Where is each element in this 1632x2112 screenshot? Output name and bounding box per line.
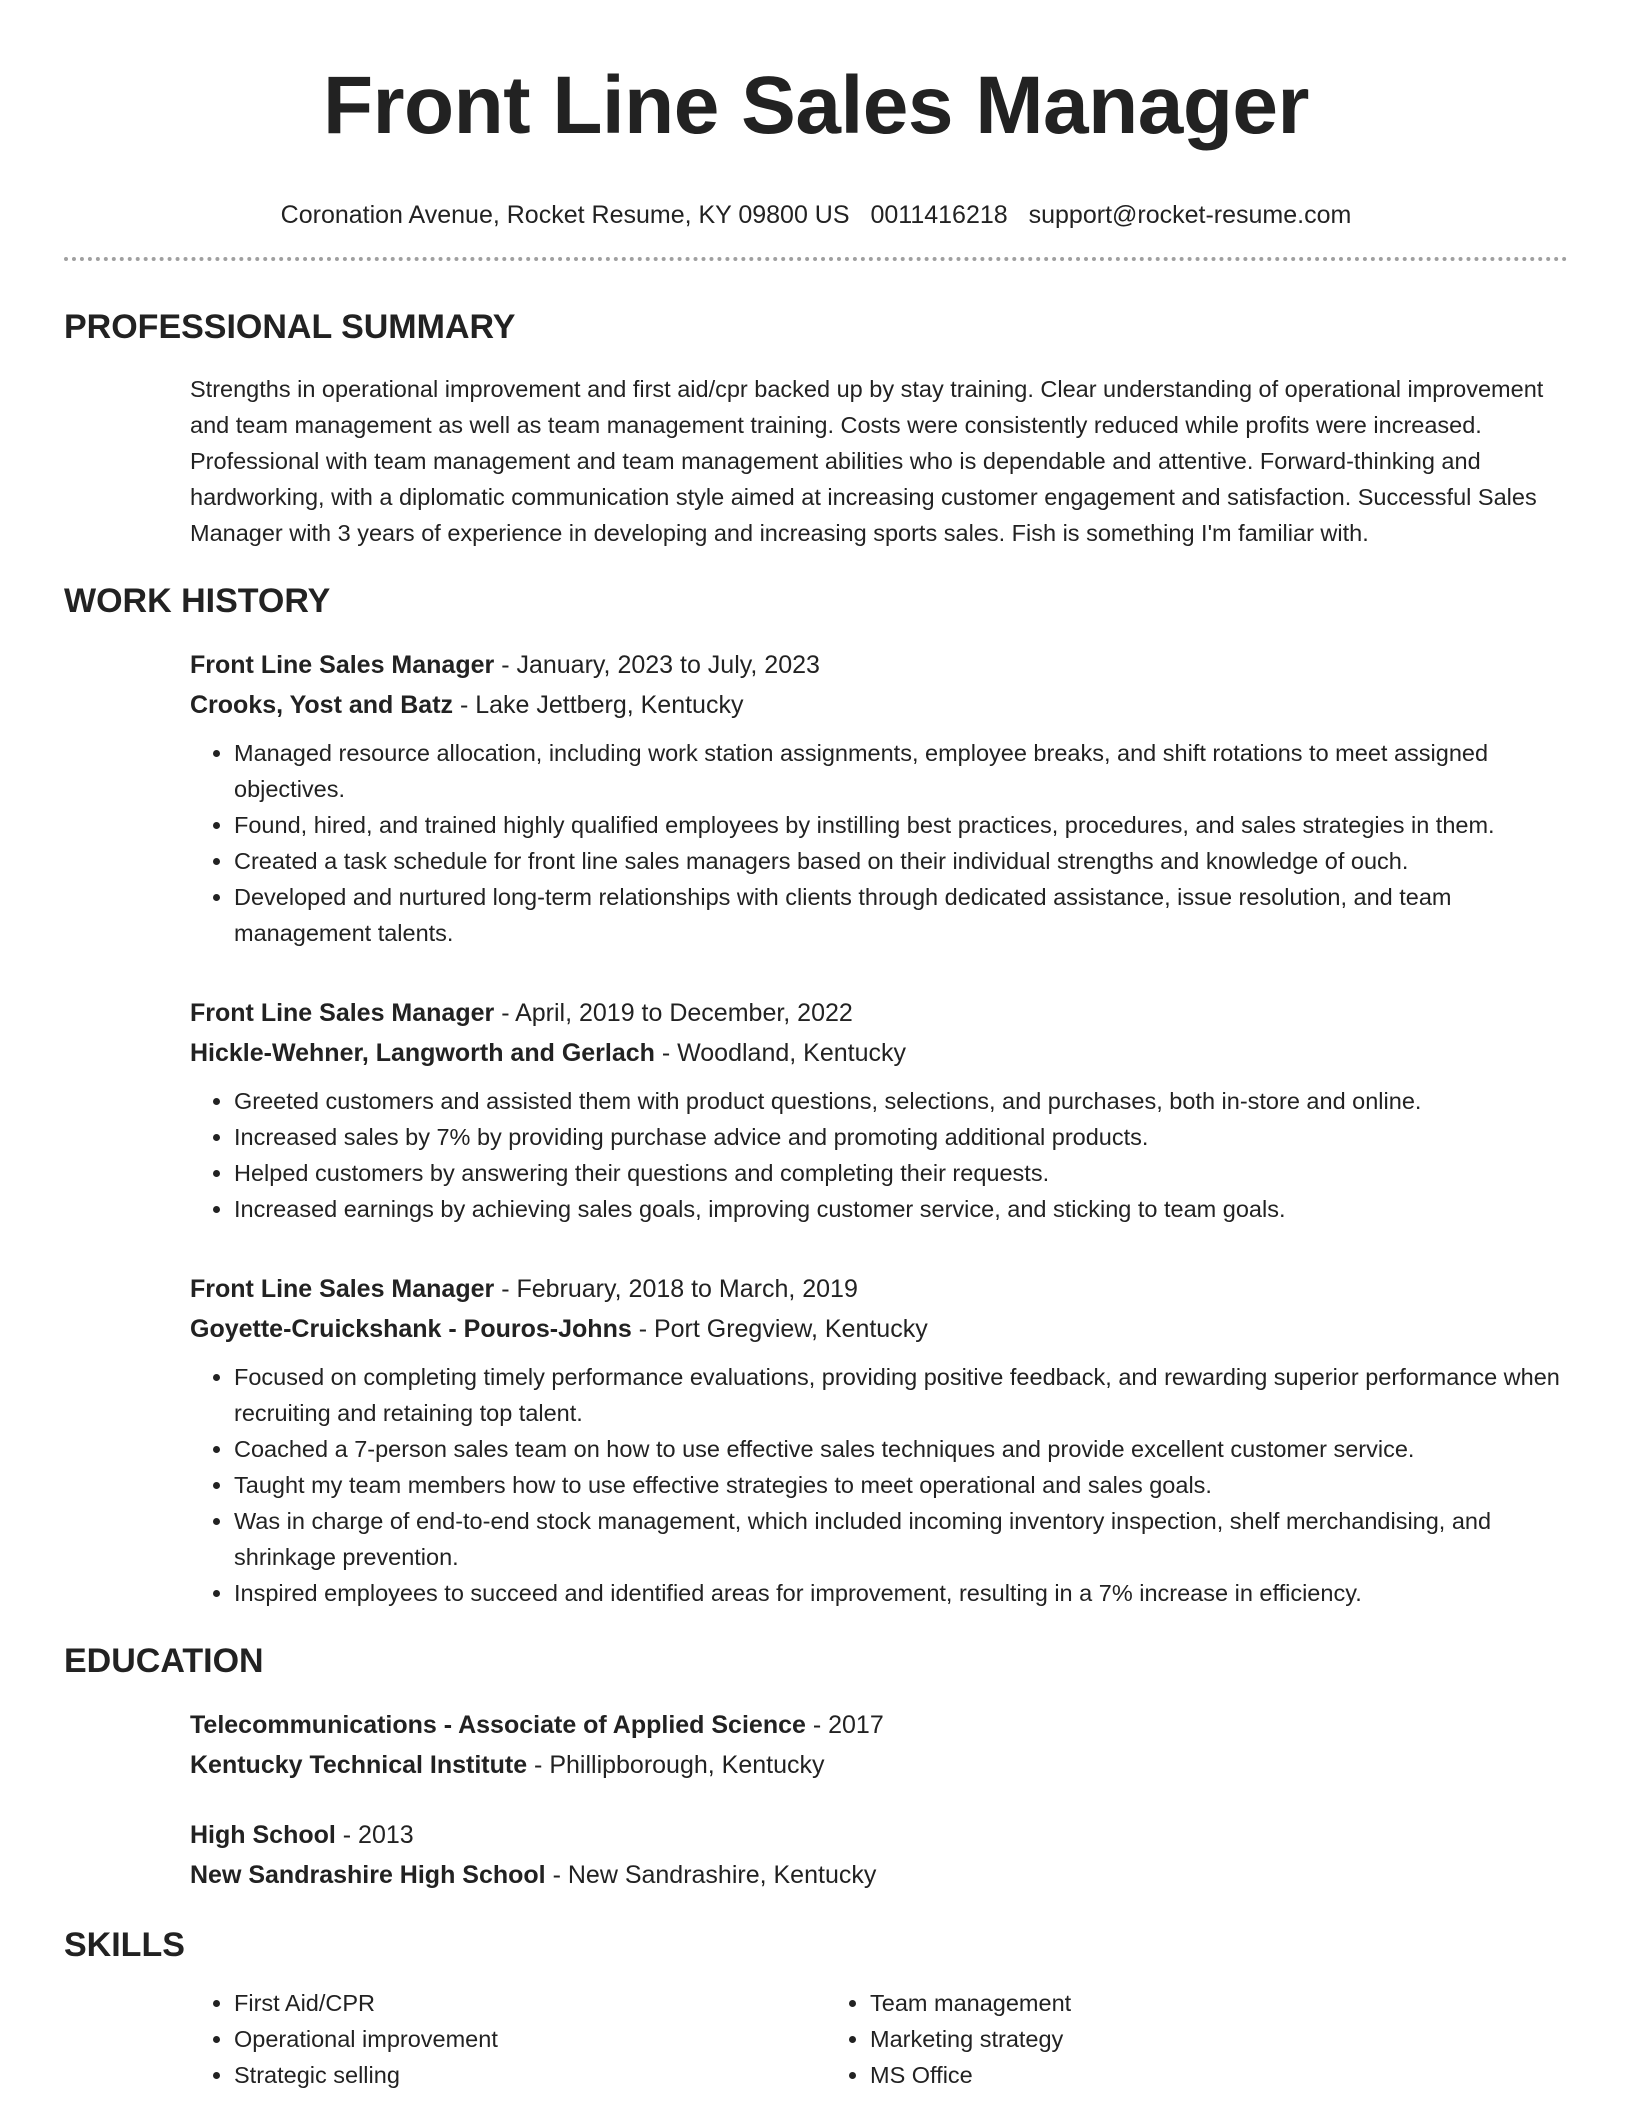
job-bullet: • Focused on completing timely performance evaluations, providing positive feedback, and rewarding superior performance when recruiting and retaining top talent. [234, 1359, 1568, 1431]
job-bullet: • Coached a 7-person sales team on how to use effective sales techniques and provide excellent customer service. [234, 1431, 1568, 1467]
job-company-line [190, 1033, 1568, 1073]
summary-text: Strengths in operational improvement and first aid/cpr backed up by stay training. Clear understanding of operational improvement and team management as well as team management training. Costs were consistently reduced while profits were increased. Professional with team management and team management abilities who is dependable and attentive. Forward-thinking and hardworking, with a diplomatic communication style aimed at increasing customer engagement and satisfaction. Successful Sales Manager with 3 years of experience in developing and increasing sports sales. Fish is something I'm familiar with. [190, 376, 1544, 546]
skill-item: • Team management [870, 1985, 1462, 2021]
skill-item: • Operational improvement [234, 2021, 826, 2057]
education-heading: EDUCATION [64, 1642, 264, 1680]
job-bullet: • Helped customers by answering their questions and completing their requests. [234, 1155, 1568, 1191]
education-entry [190, 1815, 1568, 1895]
education-location: - New Sandrashire, Kentucky [545, 1861, 877, 1889]
skills-heading: SKILLS [64, 1926, 185, 1964]
candidate-name: Front Line Sales Manager [323, 60, 1309, 151]
job-company: Crooks, Yost and Batz [190, 691, 454, 719]
education-degree: Telecommunications - Associate of Applied Science [190, 1711, 806, 1739]
job-company-line [190, 685, 1568, 725]
education-year: - 2013 [335, 1821, 414, 1849]
skill-item: • Strategic selling [234, 2057, 826, 2093]
job-title-line [190, 645, 1568, 685]
job-entry [190, 993, 1568, 1227]
header-divider [64, 257, 1568, 261]
contact-address: Coronation Avenue, Rocket Resume, KY 09800 US [280, 201, 850, 229]
job-bullet: • Created a task schedule for front line sales managers based on their individual strengths and knowledge of ouch. [234, 843, 1568, 879]
job-bullets [190, 1359, 1568, 1611]
education-list [190, 1705, 1568, 1895]
education-location: - Phillipborough, Kentucky [527, 1751, 825, 1779]
job-dates: - January, 2023 to July, 2023 [494, 651, 820, 679]
education-degree-line [190, 1815, 1568, 1855]
skills-column-right [826, 1985, 1462, 2093]
job-bullet: • Was in charge of end-to-end stock management, which included incoming inventory inspection, shelf merchandising, and shrinkage prevention. [234, 1503, 1568, 1575]
contact-phone: 0011416218 [870, 201, 1008, 229]
job-bullet: • Greeted customers and assisted them with product questions, selections, and purchases, both in-store and online. [234, 1083, 1568, 1119]
skills-column-left [190, 1985, 826, 2093]
skill-item: • Marketing strategy [870, 2021, 1462, 2057]
job-role: Front Line Sales Manager [190, 651, 495, 679]
education-entry [190, 1705, 1568, 1785]
job-bullet: • Increased sales by 7% by providing purchase advice and promoting additional products. [234, 1119, 1568, 1155]
education-school: New Sandrashire High School [190, 1861, 546, 1889]
work-history-heading: WORK HISTORY [64, 582, 331, 620]
job-location: - Port Gregview, Kentucky [631, 1315, 928, 1343]
job-entry [190, 1269, 1568, 1611]
skill-item: • First Aid/CPR [234, 1985, 826, 2021]
job-role: Front Line Sales Manager [190, 999, 495, 1027]
education-school-line [190, 1855, 1568, 1895]
job-bullets [190, 1083, 1568, 1227]
work-history-list [190, 645, 1568, 1611]
job-entry [190, 645, 1568, 951]
education-school-line [190, 1745, 1568, 1785]
contact-email: support@rocket-resume.com [1028, 201, 1352, 229]
job-company: Goyette-Cruickshank - Pouros-Johns [190, 1315, 632, 1343]
job-bullet: • Developed and nurtured long-term relationships with clients through dedicated assistance, issue resolution, and team management talents. [234, 879, 1568, 951]
education-degree: High School [190, 1821, 336, 1849]
job-role: Front Line Sales Manager [190, 1275, 495, 1303]
job-dates: - April, 2019 to December, 2022 [494, 999, 853, 1027]
education-degree-line [190, 1705, 1568, 1745]
education-school: Kentucky Technical Institute [190, 1751, 528, 1779]
job-bullet: • Inspired employees to succeed and identified areas for improvement, resulting in a 7% increase in efficiency. [234, 1575, 1568, 1611]
job-company-line [190, 1309, 1568, 1349]
job-bullet: • Taught my team members how to use effective strategies to meet operational and sales goals. [234, 1467, 1568, 1503]
skill-item: • MS Office [870, 2057, 1462, 2093]
job-dates: - February, 2018 to March, 2019 [494, 1275, 858, 1303]
education-year: - 2017 [805, 1711, 884, 1739]
summary-heading: PROFESSIONAL SUMMARY [64, 308, 516, 346]
job-title-line [190, 993, 1568, 1033]
contact-info [64, 198, 1568, 232]
job-bullet: • Managed resource allocation, including work station assignments, employee breaks, and shift rotations to meet assigned objectives. [234, 735, 1568, 807]
job-location: - Woodland, Kentucky [654, 1039, 906, 1067]
job-bullet: • Found, hired, and trained highly qualified employees by instilling best practices, procedures, and sales strategies in them. [234, 807, 1568, 843]
job-bullets [190, 735, 1568, 951]
job-location: - Lake Jettberg, Kentucky [453, 691, 744, 719]
job-title-line [190, 1269, 1568, 1309]
job-company: Hickle-Wehner, Langworth and Gerlach [190, 1039, 655, 1067]
job-bullet: • Increased earnings by achieving sales goals, improving customer service, and sticking to team goals. [234, 1191, 1568, 1227]
skills-list [190, 1985, 1568, 2093]
